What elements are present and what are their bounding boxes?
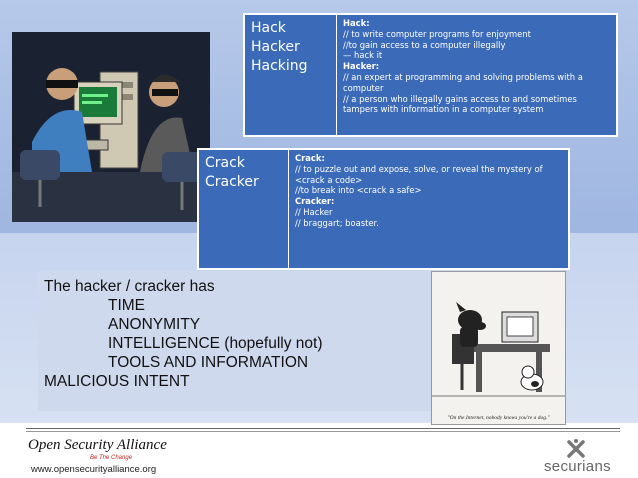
footer-divider (26, 428, 620, 429)
hack-terms (245, 15, 337, 135)
definition-line: // Hacker (295, 206, 333, 217)
term-hacker: Hacker (251, 39, 300, 55)
definition-line: // to puzzle out and expose, solve, or reveal the mystery of <crack a code> (295, 163, 543, 185)
attribute-tools: TOOLS AND INFORMATION (108, 354, 309, 371)
crack-terms (199, 150, 289, 268)
footer-url: www.opensecurityalliance.org (31, 464, 157, 475)
crack-definition-box (197, 148, 570, 270)
attribute-intelligence: INTELLIGENCE (hopefully not) (108, 335, 323, 352)
definition-heading: Hack: (343, 18, 370, 28)
hack-definition-box (243, 13, 618, 137)
panel-intro: The hacker / cracker has (44, 278, 215, 295)
term-hacking: Hacking (251, 58, 308, 74)
attribute-malicious-intent: MALICIOUS INTENT (44, 373, 190, 390)
definition-line: // an expert at programming and solving problems with a computer (343, 71, 583, 93)
definition-heading: Crack: (295, 153, 325, 163)
footer-divider (26, 431, 620, 432)
securians-mark-icon (565, 438, 587, 460)
definition-line: //to gain access to a computer illegally (343, 39, 506, 50)
definition-line: //to break into <crack a safe> (295, 185, 422, 196)
attribute-anonymity: ANONYMITY (108, 316, 201, 333)
definition-line: // to write computer programs for enjoyment (343, 28, 531, 39)
hacker-attributes-panel (38, 271, 432, 411)
attribute-time: TIME (108, 297, 146, 314)
hacker-illustration (12, 32, 210, 222)
definition-heading: Cracker: (295, 196, 335, 207)
osa-tagline: Be The Change (90, 455, 133, 461)
term-hack: Hack (251, 20, 286, 36)
definition-line: // braggart; boaster. (295, 217, 379, 228)
term-cracker: Cracker (205, 174, 259, 190)
securians-logo: securians (544, 458, 611, 475)
hack-definitions (337, 15, 616, 135)
cartoon-caption: "On the Internet, nobody knows you're a dog." (447, 415, 550, 421)
term-crack: Crack (205, 155, 245, 171)
definition-line: // a person who illegally gains access to and sometimes tampers with information in a computer system (343, 93, 577, 115)
crack-definitions (289, 150, 568, 268)
internet-dog-cartoon (431, 271, 566, 425)
definition-heading: Hacker: (343, 61, 380, 72)
definition-line: — hack it (343, 50, 383, 61)
open-security-alliance-logo: Open Security Alliance (28, 437, 167, 453)
